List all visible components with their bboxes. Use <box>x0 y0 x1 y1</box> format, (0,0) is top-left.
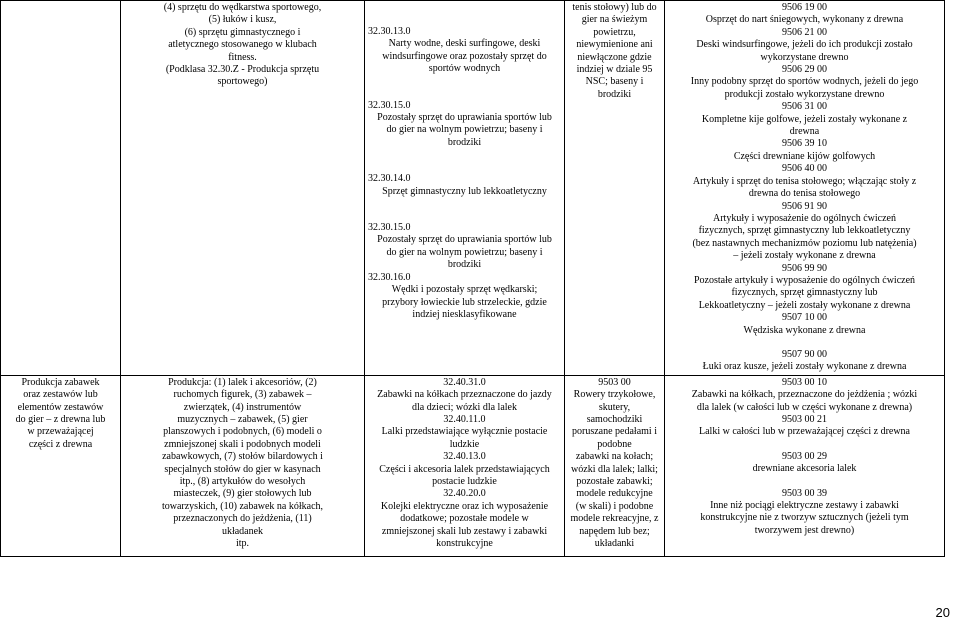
pkwiu-code: 32.30.13.0 <box>368 26 411 37</box>
cn-code: 9506 99 90 <box>782 262 827 274</box>
cn-code: 9506 31 00 <box>782 101 827 113</box>
cn-code: 9506 29 00 <box>782 64 827 76</box>
row1-col4-cell: tenis stołowy) lub do gier na świeżym powietrzu, niewymienione ani niewłączone gdzie indziej w dziale 95 NSC; baseny i brodziki <box>565 1 665 376</box>
table-row <box>1 375 945 556</box>
pkwiu-code: 32.30.15.0 <box>368 99 411 111</box>
row1-col2-cell: (4) sprzętu do wędkarstwa sportowego, (5) łuków i kusz, (6) sprzętu gimnastycznego i atletycznego stosowanego w klubach fitness. (Podklasa 32.30.Z - Produkcja sprzętu sportowego) <box>121 1 365 376</box>
pkwiu-code: 32.30.14.0 <box>368 173 411 185</box>
pkwiu-code: 32.30.16.0 <box>368 271 411 283</box>
row2-col3-cell: 32.40.31.0 Zabawki na kółkach przeznaczone do jazdy dla dzieci; wózki dla lalek 32.40.11.0 Lalki przedstawiające wyłącznie postacie ludzkie 32.40.13.0 Części i akcesoria lalek przedstawiających postacie ludzkie 32.40.20.0 Kolejki elektryczne oraz ich wyposażenie dodatkowe; pozostałe modele w zmniejszonej skali lub zestawy i zabawki konstrukcyjne <box>365 375 565 556</box>
cn-code: 9503 00 29 <box>782 450 827 462</box>
cn-code: 9506 39 10 <box>782 138 827 150</box>
pkwiu-code: 32.40.20.0 <box>443 488 486 500</box>
pkwiu-code: 32.40.31.0 <box>443 376 486 388</box>
row2-col2-cell: Produkcja: (1) lalek i akcesoriów, (2) ruchomych figurek, (3) zabawek – zwierzątek, (4) instrumentów muzycznych – zabawek, (5) gier planszowych i podobnych, (6) modeli o zmniejszonej skali i podobnych modeli zabawkowych, (7) stołów bilardowych i specjalnych stołów do gier w kasynach itp., (8) artykułów do wesołych miasteczek, (9) gier stołowych lub towarzyskich, (10) zabawek na kółkach, przeznaczonych do jeżdżenia, (11) układanek itp. <box>121 375 365 556</box>
page-number: 20 <box>935 605 950 620</box>
cn-code: 9503 00 39 <box>782 487 827 499</box>
cn-heading-code: 9503 00 <box>598 376 631 388</box>
cn-code: 9506 91 90 <box>782 200 827 212</box>
cn-code: 9506 21 00 <box>782 26 827 38</box>
cn-code: 9507 90 00 <box>782 348 827 360</box>
row2-col5-cell: 9503 00 10 Zabawki na kółkach, przeznaczone do jeżdżenia ; wózki dla lalek (w całości lub w części wykonane z drewna) 9503 00 21 Lalki w całości lub w przeważającej części z drewna 9503 00 29 drewniane akcesoria lalek 9503 00 39 Inne niż pociągi elektryczne zestawy i zabawki konstrukcyjne nie z tworzyw sztucznych (jeżeli tym tworzywem jest drewno) <box>665 375 945 556</box>
table-row <box>1 1 945 376</box>
pkwiu-code: 32.30.15.0 <box>368 222 411 234</box>
row2-col1-cell: Produkcja zabawek oraz zestawów lub elementów zestawów do gier – z drewna lub w przeważającej części z drewna <box>1 375 121 556</box>
cn-code: 9506 19 00 <box>782 2 827 13</box>
cn-code: 9503 00 21 <box>782 414 827 425</box>
cn-code: 9507 10 00 <box>782 312 827 324</box>
row2-col4-cell: 9503 00 Rowery trzykołowe, skutery, samochodziki poruszane pedałami i podobne zabawki na kołach; wózki dla lalek; lalki; pozostałe zabawki; modele redukcyjne (w skali) i podobne modele rekreacyjne, z napędem lub bez; układanki <box>565 375 665 556</box>
cn-code: 9503 00 10 <box>782 376 827 388</box>
row1-col1-cell <box>1 1 121 376</box>
pkwiu-code: 32.40.11.0 <box>443 414 486 425</box>
row1-col5-cell: 9506 19 00 Osprzęt do nart śniegowych, wykonany z drewna 9506 21 00 Deski windsurfingowe, jeżeli do ich produkcji zostało wykorzystane drewno 9506 29 00 Inny podobny sprzęt do sportów wodnych, jeżeli do jego produkcji zostało wykorzystane drewno 9506 31 00 Kompletne kije golfowe, jeżeli zostały wykonane z drewna 9506 39 10 Części drewniane kijów golfowych 9506 40 00 Artykuły i sprzęt do tenisa stołowego; włączając stoły z drewna do tenisa stołowego 9506 91 90 Artykuły i wyposażenie do ogólnych ćwiczeń fizycznych, sprzęt gimnastyczny lub lekkoatletyczny (bez nastawnych mechanizmów poziomu lub natężenia) – jeżeli zostały wykonane z drewna 9506 99 90 Pozostałe artykuły i wyposażenie do ogólnych ćwiczeń fizycznych, sprzęt gimnastyczny lub Lekkoatletyczny – jeżeli zostały wykonane z drewna 9507 10 00 Wędziska wykonane z drewna 9507 90 00 Łuki oraz kusze, jeżeli zostały wykonane z drewna <box>665 1 945 376</box>
pkwiu-code: 32.40.13.0 <box>443 451 486 463</box>
cn-code: 9506 40 00 <box>782 163 827 175</box>
row1-col3-cell: 32.30.13.0 Narty wodne, deski surfingowe, deski windsurfingowe oraz pozostały sprzęt do sportów wodnych 32.30.15.0 Pozostały sprzęt do uprawiania sportów lub do gier na wolnym powietrzu; baseny i brodziki 32.30.14.0 Sprzęt gimnastyczny lub lekkoatletyczny 32.30.15.0 Pozostały sprzęt do uprawiania sportów lub do gier na wolnym powietrzu; baseny i brodziki 32.30.16.0 Wędki i pozostały sprzęt wędkarski; przybory łowieckie lub strzeleckie, gdzie indziej niesklasyfikowane <box>365 1 565 376</box>
